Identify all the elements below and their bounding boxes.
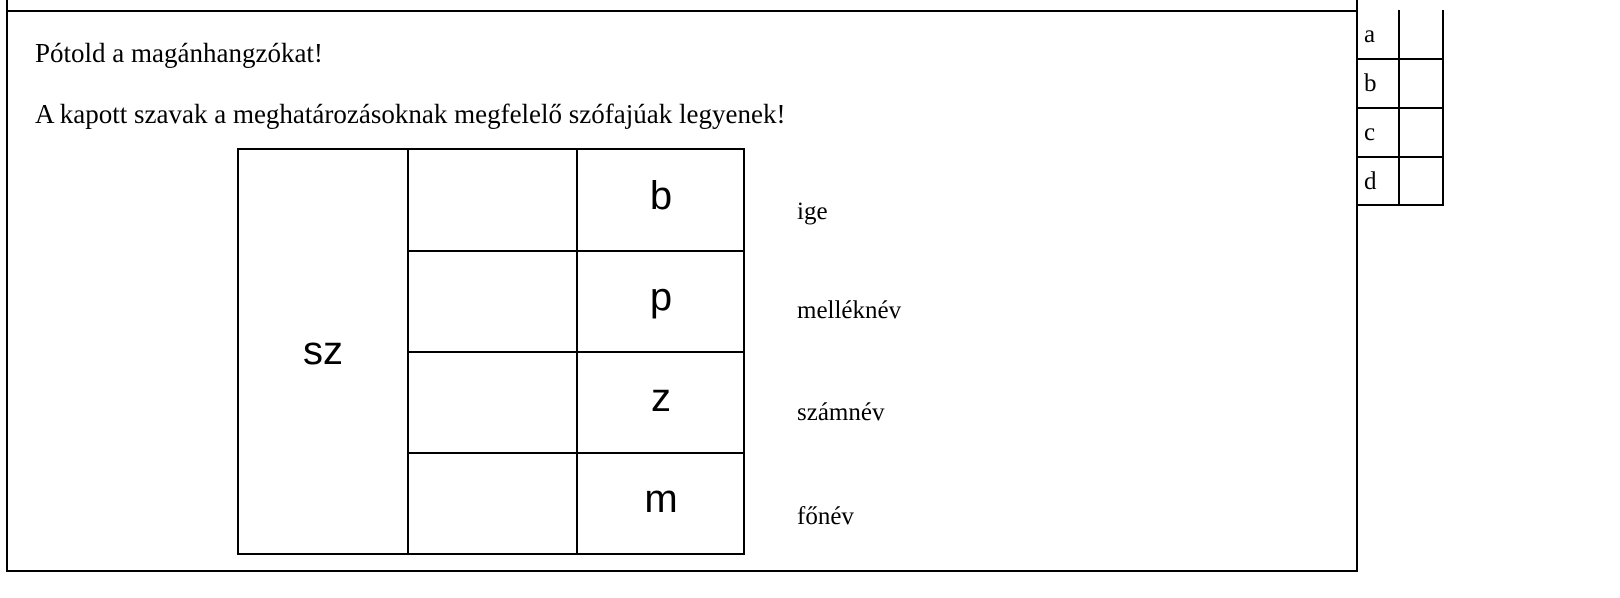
- vowel-blank-1[interactable]: [408, 150, 576, 250]
- word-suffix-2: p: [649, 274, 673, 319]
- word-class-label-1: ige: [797, 198, 828, 225]
- score-label-d: d: [1364, 168, 1377, 195]
- score-label-b: b: [1364, 70, 1377, 97]
- score-row-a: [1357, 10, 1444, 59]
- frame-bottom-border: [6, 570, 1358, 572]
- score-table-divider: [1357, 58, 1444, 60]
- word-class-label-4: főnév: [797, 503, 854, 530]
- score-table-bottom-border: [1357, 204, 1444, 206]
- frame-left-border: [6, 0, 8, 572]
- instruction-line-1: Pótold a magánhangzókat!: [35, 38, 323, 68]
- score-row-b: [1357, 59, 1444, 108]
- score-row-c: [1357, 108, 1444, 157]
- word-puzzle-grid: [237, 148, 745, 555]
- word-prefix: sz: [303, 329, 343, 373]
- word-class-label-2: melléknév: [797, 297, 902, 324]
- word-class-label-3: számnév: [797, 399, 885, 426]
- score-box-c[interactable]: [1398, 108, 1444, 157]
- instruction-line-2: A kapott szavak a meghatározásoknak megfelelő szófajúak legyenek!: [35, 99, 786, 129]
- vowel-blank-4[interactable]: [408, 453, 576, 553]
- score-box-b[interactable]: [1398, 59, 1444, 108]
- word-suffix-4: m: [644, 476, 678, 521]
- score-table-divider: [1357, 107, 1444, 109]
- score-label-a: a: [1364, 21, 1376, 48]
- score-table-divider: [1357, 156, 1444, 158]
- score-table: [1357, 10, 1444, 206]
- word-suffix-3: z: [651, 375, 671, 420]
- vowel-blank-2[interactable]: [408, 251, 576, 351]
- score-box-a[interactable]: [1398, 10, 1444, 59]
- frame-top-border: [6, 10, 1358, 12]
- score-label-c: c: [1364, 119, 1376, 146]
- vowel-blank-3[interactable]: [408, 352, 576, 452]
- word-suffix-1: b: [649, 173, 673, 218]
- score-box-d[interactable]: [1398, 157, 1444, 206]
- score-row-d: [1357, 157, 1444, 206]
